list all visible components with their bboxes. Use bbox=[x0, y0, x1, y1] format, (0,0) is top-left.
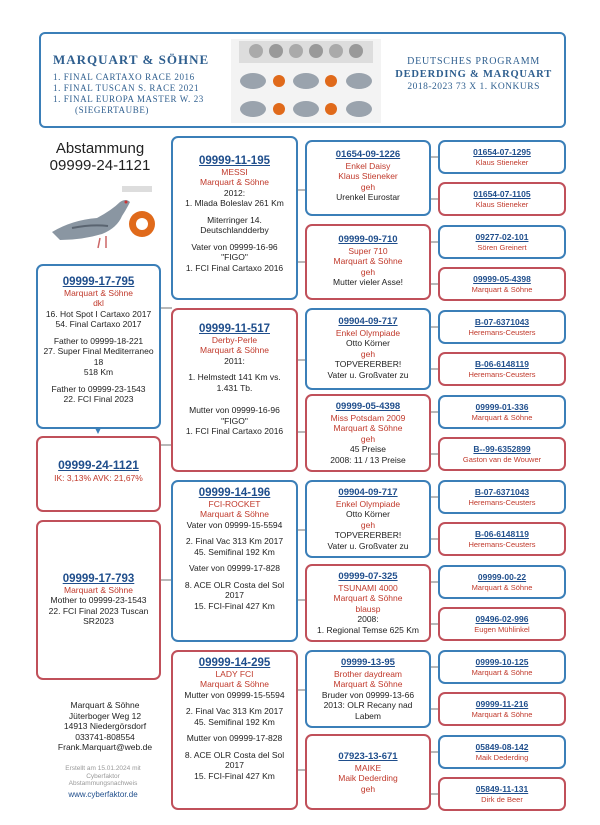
gen3-ring: 09999-05-4398 bbox=[335, 401, 401, 412]
mother-line: Mother to 09999-23-1543 bbox=[50, 595, 147, 605]
gen4-owner: Sören Greinert bbox=[477, 242, 527, 252]
fm-line: 2011: bbox=[224, 355, 245, 366]
gen4-ring: B-07-6371043 bbox=[474, 317, 530, 327]
ff-owner: Marquart & Söhne bbox=[200, 177, 269, 187]
mother-ring: 09999-17-793 bbox=[62, 573, 135, 585]
gen4-card bbox=[438, 650, 566, 684]
gen4-ring: B-06-6148119 bbox=[475, 529, 529, 539]
gen3-card bbox=[305, 564, 431, 642]
gen3-sex: geh bbox=[360, 181, 376, 192]
gen3-name: TSUNAMI 4000 bbox=[338, 582, 398, 593]
father-owner: Marquart & Söhne bbox=[64, 287, 133, 298]
gen3-sex: geh bbox=[360, 266, 376, 277]
header-program: DEUTSCHES PROGRAMM bbox=[407, 56, 541, 67]
mf-name: FCI-ROCKET bbox=[208, 498, 261, 509]
grandsire-maternal-card bbox=[171, 480, 298, 642]
gen3-note2: 2008: 11 / 13 Preise bbox=[330, 454, 406, 465]
gen4-card bbox=[438, 310, 566, 344]
contact-line: Jüterboger Weg 12 bbox=[68, 710, 142, 721]
fm-ring: 09999-11-517 bbox=[199, 323, 270, 335]
mm-line: 2. Final Vac 313 Km 2017 bbox=[185, 706, 284, 716]
fm-line: 1.431 Tb. bbox=[216, 382, 253, 393]
gen4-card bbox=[438, 267, 566, 301]
gen4-ring: 09277-02-101 bbox=[475, 232, 529, 242]
father-line: Father to 09999-23-1543 bbox=[51, 383, 146, 394]
mf-owner: Marquart & Söhne bbox=[200, 509, 269, 519]
gen4-ring: 09496-02-996 bbox=[475, 614, 529, 624]
stamp-line: Cyberfaktor bbox=[86, 772, 120, 780]
father-sex: dkl bbox=[93, 298, 104, 308]
mf-line: 2017 bbox=[225, 590, 244, 600]
gen3-note2: 2013: OLR Recany nad bbox=[323, 700, 413, 710]
gen4-ring: 05849-08-142 bbox=[475, 742, 529, 752]
gen3-note: 2008: bbox=[357, 614, 379, 624]
father-ring: 09999-17-795 bbox=[62, 276, 135, 288]
mf-line: 15. FCI-Final 427 Km bbox=[194, 600, 275, 611]
gen3-card bbox=[305, 650, 431, 728]
gen4-card bbox=[438, 395, 566, 429]
father-line: 18 bbox=[93, 356, 104, 367]
mm-line: 8. ACE OLR Costa del Sol bbox=[184, 749, 285, 760]
gen4-owner: Gaston van de Wouwer bbox=[462, 454, 542, 464]
breeder-contact bbox=[40, 700, 170, 753]
contact-line: 14913 Niedergörsdorf bbox=[63, 721, 147, 731]
gen4-ring: 09999-10-125 bbox=[475, 657, 529, 667]
gen3-card bbox=[305, 480, 431, 558]
gen4-ring: 01654-07-1105 bbox=[473, 189, 531, 199]
mm-name: LADY FCI bbox=[215, 668, 254, 679]
granddam-paternal-card bbox=[171, 308, 298, 472]
father-line: 22. FCI Final 2023 bbox=[63, 394, 134, 404]
stamp-line: Erstellt am 15.01.2024 mit bbox=[65, 765, 141, 772]
gen3-note3: Labem bbox=[355, 710, 381, 721]
mother-line: SR2023 bbox=[83, 616, 114, 626]
ff-line: Vater von 09999-16-96 bbox=[191, 241, 278, 252]
gen3-note: Urenkel Eurostar bbox=[336, 192, 400, 202]
pigeon-photo bbox=[42, 180, 160, 252]
gen3-card bbox=[305, 308, 431, 390]
gen4-owner: Eugen Mühlinkel bbox=[474, 624, 530, 634]
subject-card bbox=[36, 436, 161, 512]
gen4-card bbox=[438, 182, 566, 216]
gen4-card bbox=[438, 777, 566, 811]
gen3-name: Super 710 bbox=[348, 245, 388, 256]
gen4-owner: Klaus Stieneker bbox=[475, 157, 529, 167]
gen3-owner: Maik Dederding bbox=[338, 773, 398, 783]
gen3-ring: 09999-07-325 bbox=[338, 571, 398, 582]
pedigree-ring: 09999-24-1121 bbox=[49, 157, 151, 174]
fm-line: Mutter von 09999-16-96 bbox=[189, 405, 280, 415]
gen4-owner: Heremans-Ceusters bbox=[468, 369, 536, 379]
gen4-ring: B-07-6371043 bbox=[474, 487, 530, 497]
gen3-sex: geh bbox=[360, 783, 376, 794]
mm-line: Mutter von 09999-17-828 bbox=[186, 733, 283, 743]
gen3-ring: 09904-09-717 bbox=[338, 316, 398, 327]
mf-line: 2. Final Vac 313 Km 2017 bbox=[185, 536, 284, 546]
mother-line: 22. FCI Final 2023 Tuscan bbox=[48, 605, 149, 616]
mf-line: Vater von 09999-15-5594 bbox=[186, 519, 283, 530]
gen4-card bbox=[438, 480, 566, 514]
stamp-line: Abstammungsnachweis bbox=[68, 780, 138, 787]
gen3-owner: Otto Körner bbox=[346, 509, 390, 519]
ff-line: Miterringer 14. bbox=[207, 214, 262, 225]
father-line: 16. Hot Spot I Cartaxo 2017 bbox=[45, 308, 152, 319]
gen4-card bbox=[438, 352, 566, 386]
ff-line: 1. Mlada Boleslav 261 Km bbox=[185, 198, 284, 208]
pedigree-label: Abstammung bbox=[55, 140, 145, 157]
creation-stamp bbox=[48, 765, 158, 798]
ff-line: "FIGO" bbox=[221, 252, 248, 262]
mm-line: 15. FCI-Final 427 Km bbox=[194, 770, 275, 781]
gen4-ring: 09999-11-216 bbox=[475, 699, 529, 709]
pedigree-heading bbox=[40, 140, 160, 174]
header-left bbox=[53, 52, 209, 116]
gen4-ring: 01654-07-1295 bbox=[473, 147, 531, 157]
header-line: (SIEGERTAUBE) bbox=[75, 105, 150, 115]
ff-line: 2012: bbox=[223, 187, 246, 198]
fm-owner: Marquart & Söhne bbox=[200, 345, 269, 355]
gen3-name: Enkel Olympiade bbox=[335, 498, 401, 509]
gen4-card bbox=[438, 522, 566, 556]
gen3-note: Bruder von 09999-13-66 bbox=[321, 689, 415, 700]
gen3-ring: 01654-09-1226 bbox=[335, 149, 401, 160]
gen3-ring: 07923-13-671 bbox=[338, 751, 398, 762]
fm-line: "FIGO" bbox=[221, 415, 248, 426]
header-line: 1. FINAL EUROPA MASTER W. 23 bbox=[53, 94, 204, 104]
gen4-owner: Marquart & Söhne bbox=[471, 284, 533, 294]
gen4-card bbox=[438, 565, 566, 599]
gen4-owner: Marquart & Söhne bbox=[471, 667, 533, 677]
gen3-name: Brother daydream bbox=[333, 668, 403, 679]
gen3-owner: Marquart & Söhne bbox=[333, 679, 403, 689]
gen3-name: MAIKE bbox=[354, 762, 382, 773]
gen3-sex: blausp bbox=[355, 603, 381, 614]
ff-ring: 09999-11-195 bbox=[199, 155, 270, 167]
header-title: MARQUART & SÖHNE bbox=[53, 52, 210, 67]
header-right bbox=[395, 56, 552, 92]
gen3-note: TOPVERERBER! bbox=[334, 359, 402, 369]
gen3-card bbox=[305, 394, 431, 472]
fm-name: Derby-Perle bbox=[211, 334, 258, 345]
gen3-note: TOPVERERBER! bbox=[334, 530, 402, 540]
mm-owner: Marquart & Söhne bbox=[200, 679, 269, 689]
mm-line: Mutter von 09999-15-5594 bbox=[184, 689, 285, 700]
header-line: 1. FINAL CARTAXO RACE 2016 bbox=[53, 72, 195, 82]
mother-card bbox=[36, 520, 161, 680]
subject-ring: 09999-24-1121 bbox=[58, 458, 139, 472]
gen4-ring: B-06-6148119 bbox=[475, 359, 529, 369]
gen4-card bbox=[438, 140, 566, 174]
gen4-card bbox=[438, 225, 566, 259]
contact-email[interactable]: Frank.Marquart@web.de bbox=[57, 742, 153, 752]
father-line: 518 Km bbox=[83, 367, 114, 377]
gen4-card bbox=[438, 692, 566, 726]
contact-line: Marquart & Söhne bbox=[70, 700, 140, 710]
father-line: 27. Super Final Mediterraneo bbox=[43, 346, 154, 356]
fm-line: 1. Helmstedt 141 Km vs. bbox=[188, 372, 281, 382]
gen4-ring: B--99-6352899 bbox=[473, 444, 531, 454]
father-line: Father to 09999-18-221 bbox=[53, 335, 144, 346]
mm-ring: 09999-14-295 bbox=[198, 657, 271, 669]
grandsire-paternal-card bbox=[171, 136, 298, 300]
gen3-name: Enkel Daisy bbox=[345, 160, 391, 171]
header-partnership: DEDERDING & MARQUART bbox=[395, 69, 552, 80]
gen4-ring: 09999-00-22 bbox=[477, 572, 527, 582]
gen4-owner: Klaus Stieneker bbox=[475, 199, 529, 209]
gen3-ring: 09904-09-717 bbox=[338, 487, 398, 498]
gen4-owner: Dirk de Beer bbox=[481, 794, 523, 804]
gen3-owner: Marquart & Söhne bbox=[333, 593, 403, 603]
gen3-card bbox=[305, 224, 431, 300]
gen4-owner: Marquart & Söhne bbox=[471, 412, 533, 422]
header-record: 2018-2023 73 X 1. KONKURS bbox=[407, 82, 540, 92]
gen3-sex: geh bbox=[360, 348, 376, 359]
gen4-card bbox=[438, 735, 566, 769]
ff-name: MESSI bbox=[221, 166, 248, 177]
subject-ik: IK: 3,13% AVK: 21,67% bbox=[54, 472, 143, 483]
gen3-sex: geh bbox=[360, 519, 376, 530]
gen4-owner: Marquart & Söhne bbox=[471, 709, 533, 719]
fm-line: 1. FCI Final Cartaxo 2016 bbox=[185, 426, 284, 436]
gen4-owner: Heremans-Ceusters bbox=[468, 497, 536, 507]
mm-line: 2017 bbox=[225, 760, 244, 770]
gen3-name: Miss Potsdam 2009 bbox=[330, 412, 406, 423]
gen3-note2: Vater u. Großvater zu bbox=[327, 369, 409, 380]
gen3-note2: 1. Regional Temse 625 Km bbox=[317, 624, 419, 635]
cyberfaktor-link[interactable]: www.cyberfaktor.de bbox=[68, 789, 138, 799]
gen3-name: Enkel Olympiade bbox=[335, 327, 401, 338]
gen4-ring: 09999-01-336 bbox=[475, 402, 529, 412]
mother-owner: Marquart & Söhne bbox=[64, 584, 133, 595]
gen4-ring: 09999-05-4398 bbox=[473, 274, 531, 284]
gen3-owner: Klaus Stieneker bbox=[338, 171, 398, 181]
gen4-ring: 05849-11-131 bbox=[475, 784, 529, 794]
mf-ring: 09999-14-196 bbox=[198, 487, 271, 499]
gen3-note2: Vater u. Großvater zu bbox=[327, 540, 409, 551]
gen4-owner: Heremans-Ceusters bbox=[468, 327, 536, 337]
mf-line: 8. ACE OLR Costa del Sol bbox=[184, 579, 285, 590]
gen4-owner: Heremans-Ceusters bbox=[468, 539, 536, 549]
gen4-card bbox=[438, 437, 566, 471]
gen4-owner: Maik Dederding bbox=[475, 752, 529, 762]
father-line: 54. Final Cartaxo 2017 bbox=[55, 319, 142, 329]
granddam-maternal-card bbox=[171, 650, 298, 810]
gen3-owner: Otto Körner bbox=[346, 338, 390, 348]
gen3-ring: 09999-09-710 bbox=[338, 234, 398, 245]
mm-line: 45. Semifinal 192 Km bbox=[194, 716, 275, 727]
mf-line: 45. Semifinal 192 Km bbox=[194, 546, 275, 557]
gen3-card bbox=[305, 734, 431, 810]
ff-line: Deutschlandderby bbox=[200, 225, 269, 235]
gen3-card bbox=[305, 140, 431, 216]
gen3-note: 45 Preise bbox=[350, 444, 386, 454]
gen3-sex: geh bbox=[360, 433, 376, 444]
mf-line: Vater von 09999-17-828 bbox=[188, 563, 281, 573]
header-banner bbox=[39, 32, 566, 128]
gen4-card bbox=[438, 607, 566, 641]
gen3-ring: 09999-13-95 bbox=[341, 657, 395, 668]
ff-line: 1. FCI Final Cartaxo 2016 bbox=[185, 262, 284, 273]
contact-line: 033741-808554 bbox=[75, 731, 135, 742]
header-photo-collage bbox=[231, 39, 381, 123]
gen4-owner: Marquart & Söhne bbox=[471, 582, 533, 592]
father-card bbox=[36, 264, 161, 429]
gen3-owner: Marquart & Söhne bbox=[333, 256, 403, 266]
gen3-owner: Marquart & Söhne bbox=[333, 423, 403, 433]
header-line: 1. FINAL TUSCAN S. RACE 2021 bbox=[53, 83, 200, 93]
gen3-note: Mutter vieler Asse! bbox=[333, 277, 403, 287]
